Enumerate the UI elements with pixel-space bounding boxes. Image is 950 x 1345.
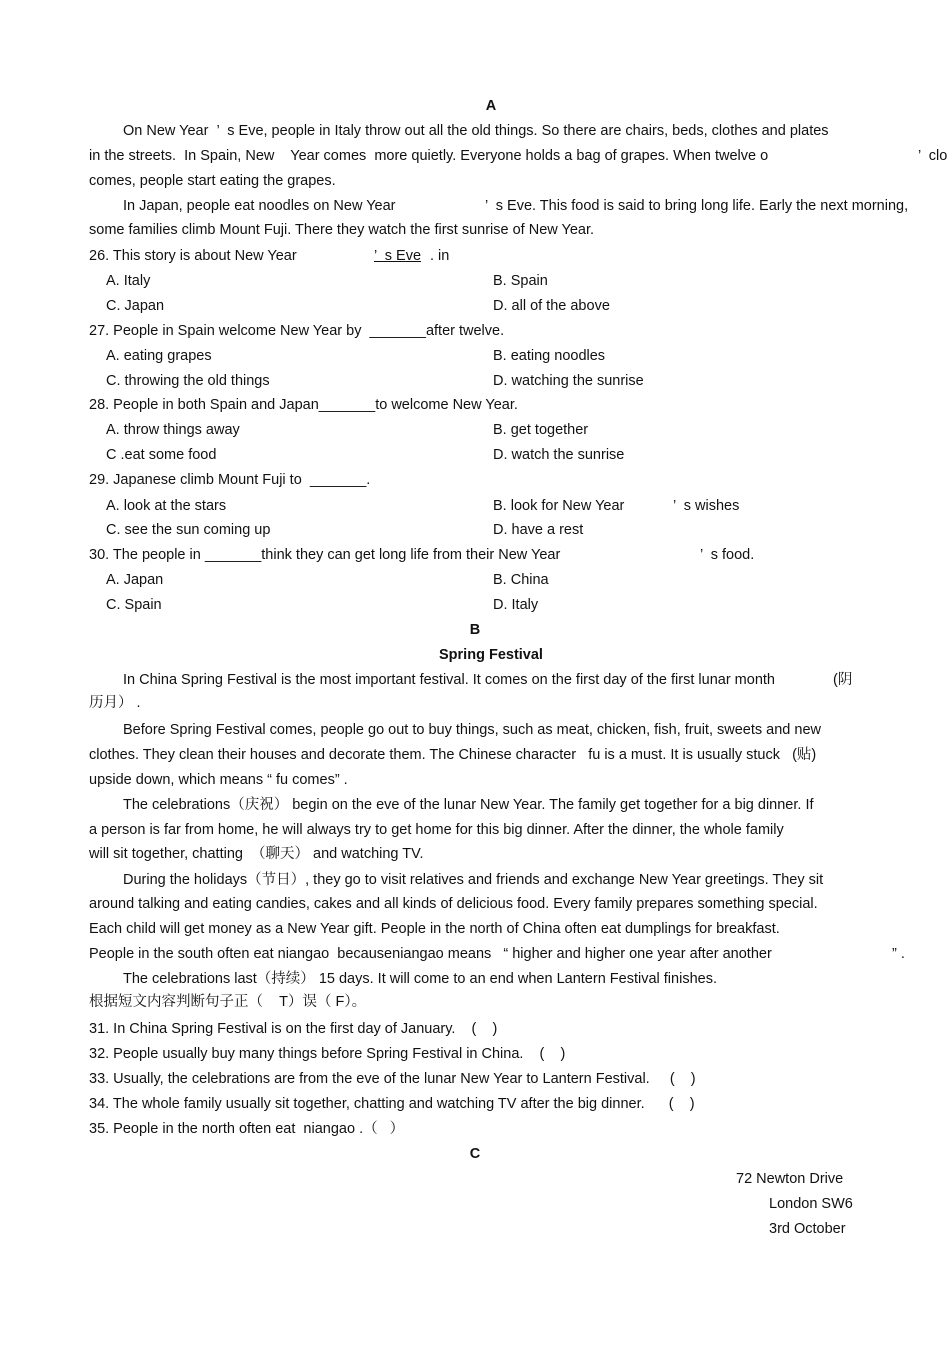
- section-a-heading: A: [485, 98, 497, 114]
- passage-b-title: Spring Festival: [439, 647, 543, 663]
- passage-a-line: comes, people start eating the grapes.: [89, 173, 336, 189]
- passage-b-line: The celebrations（庆祝） begin on the eve of the lunar New Year. The family get together for a big dinner. If: [123, 797, 814, 813]
- section-b-heading: B: [469, 622, 481, 638]
- question-30: 30. The people in _______think they can get long life from their New Year: [89, 547, 561, 563]
- passage-b-line: During the holidays（节日）, they go to visit relatives and friends and exchange New Year greetings. They sit: [123, 872, 824, 888]
- passage-b-line: Each child will get money as a New Year gift. People in the north of China often eat dumplings for breakfast.: [89, 921, 780, 937]
- passage-a-line: ’ clo: [918, 148, 948, 164]
- option: C. Japan: [106, 298, 165, 314]
- date-line: 3rd October: [769, 1221, 846, 1237]
- passage-b-line: a person is far from home, he will always try to get home for this big dinner. After the dinner, the whole family: [89, 822, 784, 838]
- option: D. have a rest: [493, 522, 584, 538]
- question-26-blank: ’ s Eve: [374, 248, 422, 264]
- option: B. look for New Year: [493, 498, 625, 514]
- passage-a-line: in the streets. In Spain, New Year comes more quietly. Everyone holds a bag of grapes. When twelve o: [89, 148, 769, 164]
- passage-b-line: People in the south often eat niangao becauseniangao means “ higher and higher one year after another: [89, 946, 772, 962]
- question-26-end: . in: [430, 248, 450, 264]
- option: A. eating grapes: [106, 348, 212, 364]
- option: D. all of the above: [493, 298, 610, 314]
- option: C. see the sun coming up: [106, 522, 271, 538]
- option: D. watching the sunrise: [493, 373, 644, 389]
- address-line: 72 Newton Drive: [736, 1171, 844, 1187]
- passage-b-line: 历月） .: [89, 695, 141, 711]
- passage-a-line: ’ s Eve. This food is said to bring long life. Early the next morning,: [485, 198, 909, 214]
- option: C .eat some food: [106, 447, 217, 463]
- option: B. get together: [493, 422, 589, 438]
- passage-b-line: clothes. They clean their houses and decorate them. The Chinese character fu is a must. It is usually stuck (贴): [89, 747, 817, 763]
- passage-a-line: some families climb Mount Fuji. There they watch the first sunrise of New Year.: [89, 222, 595, 238]
- passage-b-line: ” .: [892, 946, 905, 962]
- question-32: 32. People usually buy many things before Spring Festival in China. ( ): [89, 1046, 566, 1062]
- option: C. Spain: [106, 597, 162, 613]
- option: D. watch the sunrise: [493, 447, 625, 463]
- option: D. Italy: [493, 597, 539, 613]
- address-line: London SW6: [769, 1196, 853, 1212]
- option: A. look at the stars: [106, 498, 227, 514]
- option: A. throw things away: [106, 422, 240, 438]
- passage-b-line: Before Spring Festival comes, people go out to buy things, such as meat, chicken, fish, fruit, sweets and new: [123, 722, 821, 738]
- instruction: 根据短文内容判断句子正（ T）误（ F）。: [89, 994, 367, 1010]
- question-34: 34. The whole family usually sit together, chatting and watching TV after the big dinner. ( ): [89, 1096, 695, 1112]
- passage-b-line: upside down, which means “ fu comes” .: [89, 772, 348, 788]
- option: A. Japan: [106, 572, 164, 588]
- question-33: 33. Usually, the celebrations are from the eve of the lunar New Year to Lantern Festival. ( ): [89, 1071, 696, 1087]
- passage-a-line: In Japan, people eat noodles on New Year: [123, 198, 396, 214]
- question-27: 27. People in Spain welcome New Year by _______after twelve.: [89, 323, 505, 339]
- option: B. eating noodles: [493, 348, 606, 364]
- option: C. throwing the old things: [106, 373, 270, 389]
- question-35: 35. People in the north often eat niangao .（ ）: [89, 1121, 405, 1137]
- passage-b-line: around talking and eating candies, cakes and all kinds of delicious food. Every family prepares something special.: [89, 896, 818, 912]
- option: A. Italy: [106, 273, 151, 289]
- option: B. China: [493, 572, 549, 588]
- passage-a-line: On New Year ’ s Eve, people in Italy throw out all the old things. So there are chairs, beds, clothes and plates: [123, 123, 829, 139]
- passage-b-line: In China Spring Festival is the most important festival. It comes on the first day of the first lunar month: [123, 672, 775, 688]
- passage-b-line: (阴: [833, 672, 853, 688]
- question-29: 29. Japanese climb Mount Fuji to _______.: [89, 472, 371, 488]
- option-tail: ’ s wishes: [673, 498, 740, 514]
- passage-b-line: will sit together, chatting （聊天） and watching TV.: [89, 846, 424, 862]
- question-31: 31. In China Spring Festival is on the first day of January. ( ): [89, 1021, 498, 1037]
- question-26: 26. This story is about New Year: [89, 248, 297, 264]
- question-28: 28. People in both Spain and Japan_______to welcome New Year.: [89, 397, 518, 413]
- option: B. Spain: [493, 273, 548, 289]
- question-30-end: ’ s food.: [700, 547, 755, 563]
- section-c-heading: C: [469, 1146, 481, 1162]
- passage-b-line: The celebrations last（持续） 15 days. It will come to an end when Lantern Festival finishes.: [123, 971, 717, 987]
